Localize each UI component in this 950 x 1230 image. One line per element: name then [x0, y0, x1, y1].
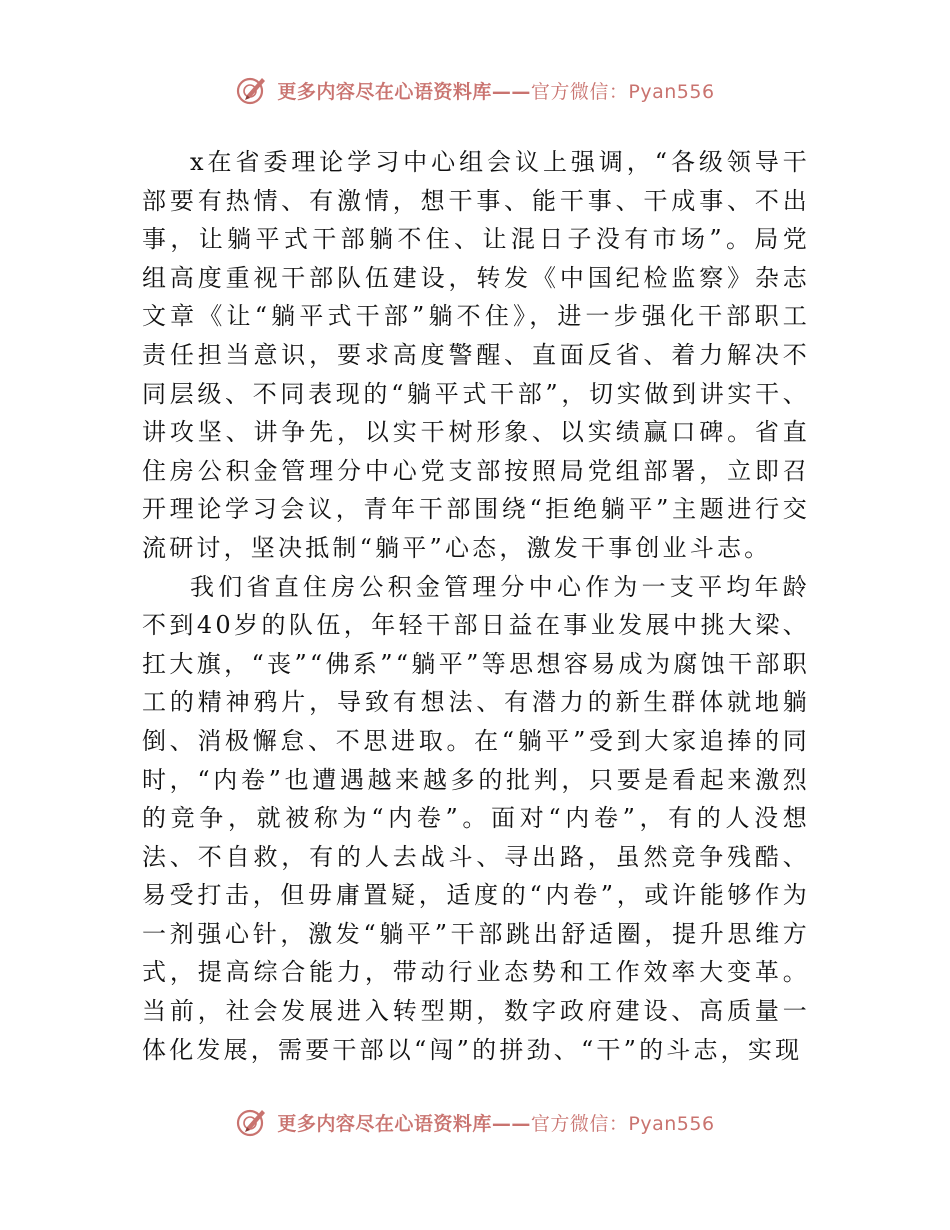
- banner-dash: ——: [491, 1112, 531, 1135]
- banner-wechat: 官方微信：Pyan556: [530, 1112, 715, 1135]
- banner-title: 更多内容尽在心语资料库: [277, 1112, 492, 1135]
- banner-wechat: 官方微信：Pyan556: [530, 80, 715, 103]
- document-body: [142, 143, 810, 1069]
- banner-title: 更多内容尽在心语资料库: [277, 80, 492, 103]
- pen-seal-icon: [235, 73, 269, 107]
- header-banner-text: [277, 77, 714, 104]
- header-banner: [0, 70, 950, 110]
- banner-dash: ——: [491, 80, 531, 103]
- paragraph-1: x在省委理论学习中心组会议上强调，“各级领导干部要有热情、有激情，想干事、能干事、干成事、不出事，让躺平式干部躺不住、让混日子没有市场”。局党组高度重视干部队伍建设，转发《中国纪检监察》杂志文章《让“躺平式干部”躺不住》，进一步强化干部职工责任担当意识，要求高度警醒、直面反省、着力解决不同层级、不同表现的“躺平式干部”，切实做到讲实干、讲攻坚、讲争先，以实干树形象、以实绩赢口碑。省直住房公积金管理分中心党支部按照局党组部署，立即召开理论学习会议，青年干部围绕“拒绝躺平”主题进行交流研讨，坚决抵制“躺平”心态，激发干事创业斗志。: [142, 148, 810, 562]
- pen-seal-icon: [235, 1105, 269, 1139]
- footer-banner: [0, 1102, 950, 1142]
- paragraph-2: 我们省直住房公积金管理分中心作为一支平均年龄不到40岁的队伍，年轻干部日益在事业发展中挑大梁、扛大旗，“丧”“佛系”“躺平”等思想容易成为腐蚀干部职工的精神鸦片，导致有想法、有潜力的新生群体就地躺倒、消极懈怠、不思进取。在“躺平”受到大家追捧的同时，“内卷”也遭遇越来越多的批判，只要是看起来激烈的竞争，就被称为“内卷”。面对“内卷”，有的人没想法、不自救，有的人去战斗、寻出路，虽然竞争残酷、易受打击，但毋庸置疑，适度的“内卷”，或许能够作为一剂强心针，激发“躺平”干部跳出舒适圈，提升思维方式，提高综合能力，带动行业态势和工作效率大变革。当前，社会发展进入转型期，数字政府建设、高质量一体化发展，需要干部以“闯”的拼劲、“干”的斗志，实现: [142, 572, 810, 1064]
- footer-banner-text: [277, 1109, 714, 1136]
